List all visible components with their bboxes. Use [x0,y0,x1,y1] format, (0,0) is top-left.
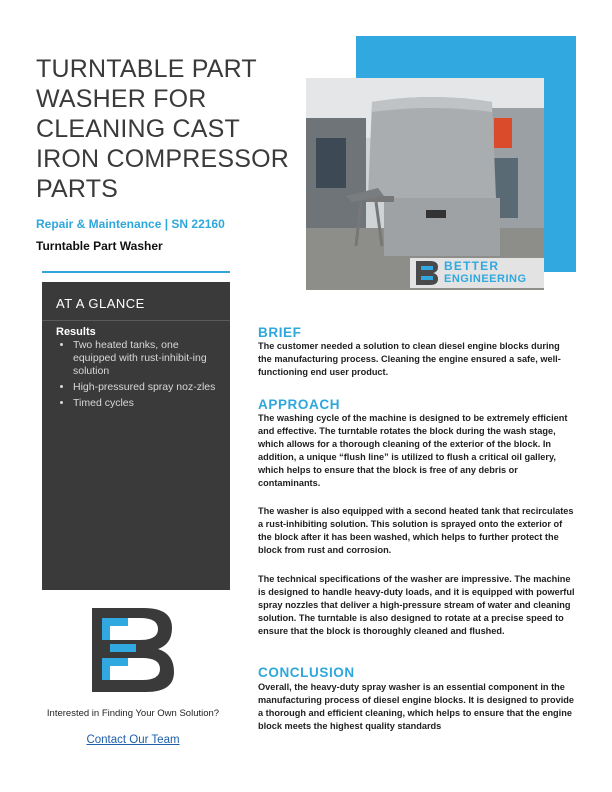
better-engineering-logo [88,604,180,696]
approach-paragraph: The technical specifications of the washer are impressive. The machine is designed to handle heavy-duty loads, and it is equipped with powerful spray nozzles that deliver a high-pressure stream of water and cleaning solution. The turntable is also designed to rotate at a precise speed to ensure that the block is thoroughly cleaned and flushed. [258,574,575,636]
at-a-glance-heading: AT A GLANCE [56,296,145,311]
photo-logo-line2: ENGINEERING [444,273,527,285]
results-list [56,339,223,413]
product-name: Turntable Part Washer [36,239,163,253]
list-item: • Timed cycles [73,397,223,410]
cta-text: Interested in Finding Your Own Solution? [46,708,220,719]
contact-team-link[interactable]: Contact Our Team [86,734,180,746]
photo-logo [410,258,544,288]
approach-text [258,412,576,649]
results-label: Results [56,326,96,338]
approach-paragraph: The washer is also equipped with a second heated tank that recirculates a rust-inhibiting solution. This solution is sprayed onto the exterior of the block after it has been washed, which helps to further protect the block from rust and corrosion. [258,506,574,556]
brief-paragraph: The customer needed a solution to clean diesel engine blocks during the manufacturing process. Cleaning the engine ensured a safe, well-functioning end user product. [258,341,561,377]
approach-heading: APPROACH [258,397,341,412]
brief-heading: BRIEF [258,325,302,340]
brief-text [258,340,576,390]
conclusion-paragraph: Overall, the heavy-duty spray washer is an essential component in the manufacturing process of diesel engine blocks. It is designed to provide a thorough and efficient cleaning, which helps to ensure that the engine block meets the highest quality standards [258,682,575,731]
conclusion-heading: CONCLUSION [258,665,355,680]
approach-paragraph: The washing cycle of the machine is designed to be extremely efficient and effective. The turntable rotates the block during the wash stage, which allows for a thorough cleaning of the exterior of the block. In addition, a unique “flush line” is utilized to flush a critical oil gallery, which helps to ensure that the block is free of any debris or contaminants. [258,413,568,488]
list-item: • High-pressured spray noz-zles [73,381,223,394]
page-subtitle: Repair & Maintenance | SN 22160 [36,217,225,231]
list-item: • Two heated tanks, one equipped with rust-inhibit-ing solution [73,339,223,378]
photo-logo-line1: BETTER [444,259,500,273]
title-divider [42,271,230,273]
conclusion-text [258,681,576,744]
page-title: TURNTABLE PART WASHER FOR CLEANING CAST IRON COMPRESSOR PARTS [36,55,290,203]
at-a-glance-panel [42,282,230,590]
better-engineering-logo-icon [414,259,440,287]
panel-divider [42,320,230,321]
product-photo [306,78,544,290]
